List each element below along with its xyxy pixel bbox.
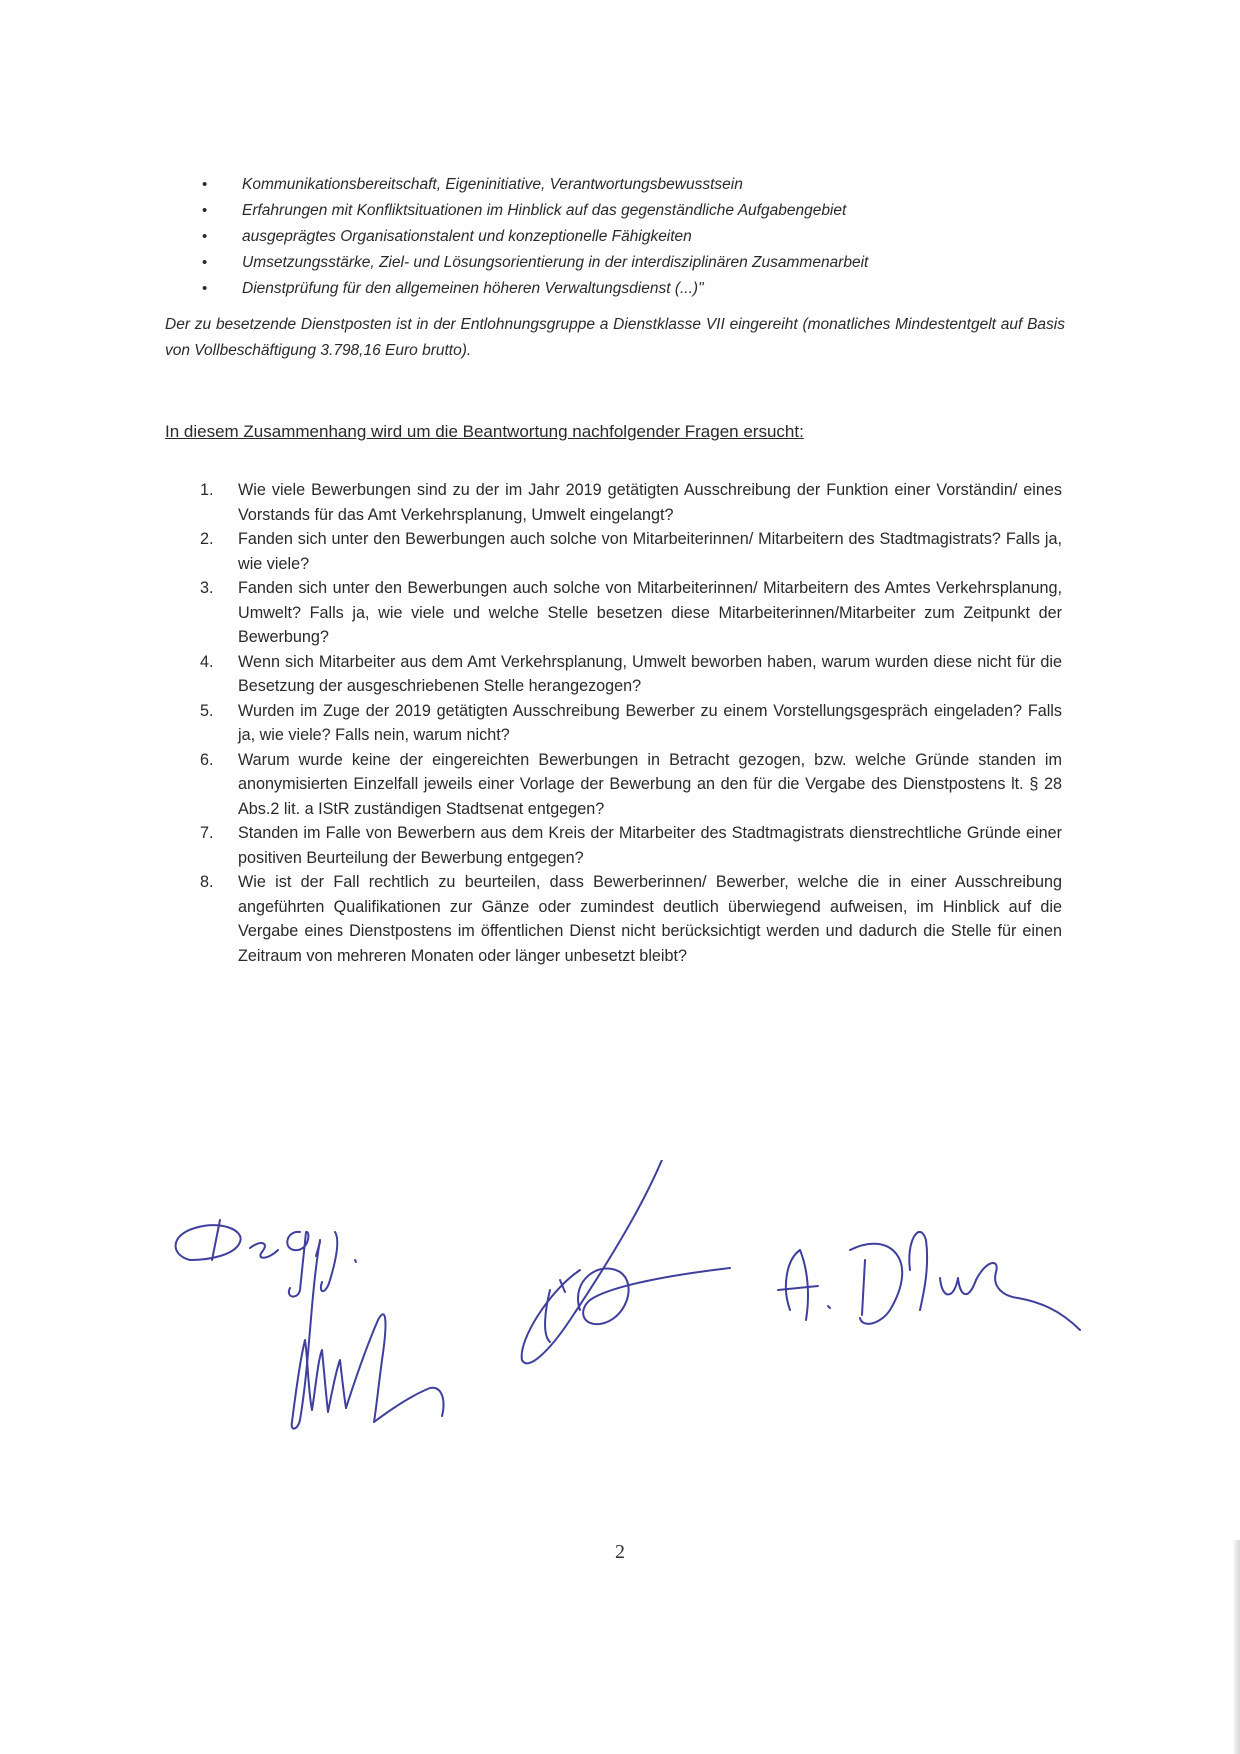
question-number: 8. [200, 873, 214, 891]
question-text: Wenn sich Mitarbeiter aus dem Amt Verkehrsplanung, Umwelt beworben haben, warum wurden diese nicht für die Besetzung der ausgeschriebenen Stelle herangezogen? [238, 652, 1062, 695]
question-text: Warum wurde keine der eingereichten Bewerbungen in Betracht gezogen, bzw. welche Gründe standen im anonymisierten Einzelfall jeweils einer Vorlage der Bewerbung an den für die Vergabe des Dienstpostens lt. § 28 Abs.2 lit. a IStR zuständigen Stadtsenat entgegen? [238, 750, 1062, 818]
question-number: 6. [200, 750, 214, 769]
signature-3 [522, 1160, 730, 1363]
signature-2 [292, 1240, 444, 1429]
list-item: • Dienstprüfung für den allgemeinen höheren Verwaltungsdienst (...)" [196, 276, 1076, 302]
question-number: 3. [200, 579, 214, 597]
list-item: • ausgeprägtes Organisationstalent und konzeptionelle Fähigkeiten [196, 224, 1076, 250]
list-item: • Umsetzungsstärke, Ziel- und Lösungsorientierung in der interdisziplinären Zusammenarbeit [196, 250, 1076, 276]
signatures-block [150, 1160, 1150, 1520]
question-item [196, 699, 1062, 748]
signature-1 [176, 1220, 356, 1297]
question-text: Fanden sich unter den Bewerbungen auch solche von Mitarbeiterinnen/ Mitarbeitern des Amtes Verkehrsplanung, Umwelt? Falls ja, wie viele und welche Stelle besetzen diese Mitarbeiterinnen/Mitarbeiter zum Zeitpunkt der Bewerbung? [238, 579, 1062, 646]
question-item [196, 748, 1062, 822]
question-number: 2. [200, 530, 214, 548]
question-text: Wie ist der Fall rechtlich zu beurteilen, dass Bewerberinnen/ Bewerber, welche die in einer Ausschreibung angeführten Qualifikationen zur Gänze oder zumindest deutlich überwiegend aufweisen, im Hinblick auf die Vergabe eines Dienstpostens im öffentlichen Dienst nicht berücksichtigt werden und dadurch die Stelle für einen Zeitraum von mehreren Monaten oder länger unbesetzt bleibt? [238, 873, 1062, 965]
question-item [196, 478, 1062, 527]
page-edge-shadow [1234, 1540, 1240, 1754]
list-item: • Kommunikationsbereitschaft, Eigeninitiative, Verantwortungsbewusstsein [196, 172, 1076, 198]
question-item [196, 870, 1062, 968]
question-number: 4. [200, 652, 214, 671]
signature-4 [778, 1232, 1080, 1330]
questions-intro: In diesem Zusammenhang wird um die Beantwortung nachfolgender Fragen ersucht: [165, 422, 804, 441]
question-item [196, 650, 1062, 699]
question-number: 7. [200, 824, 214, 842]
question-text: Wurden im Zuge der 2019 getätigten Ausschreibung Bewerber zu einem Vorstellungsgespräch eingeladen? Falls ja, wie viele? Falls nein, warum nicht? [238, 701, 1062, 744]
question-item [196, 576, 1062, 650]
question-text: Wie viele Bewerbungen sind zu der im Jahr 2019 getätigten Ausschreibung der Funktion einer Vorständin/ eines Vorstands für das Amt Verkehrsplanung, Umwelt eingelangt? [238, 481, 1062, 524]
question-text: Standen im Falle von Bewerbern aus dem Kreis der Mitarbeiter des Stadtmagistrats dienstrechtliche Gründe einer positiven Beurteilung der Bewerbung entgegen? [238, 824, 1062, 867]
question-item [196, 527, 1062, 576]
questions-list [196, 478, 1062, 968]
question-item [196, 821, 1062, 870]
page-number: 2 [615, 1541, 625, 1563]
question-text: Fanden sich unter den Bewerbungen auch solche von Mitarbeiterinnen/ Mitarbeitern des Stadtmagistrats? Falls ja, wie viele? [238, 530, 1062, 573]
requirements-list [196, 172, 1076, 302]
salary-note: Der zu besetzende Dienstposten ist in der Entlohnungsgruppe a Dienstklasse VII eingereiht (monatliches Mindestentgelt auf Basis von Vollbeschäftigung 3.798,16 Euro brutto). [165, 316, 1065, 359]
question-number: 5. [200, 701, 214, 720]
question-number: 1. [200, 481, 214, 499]
list-item: • Erfahrungen mit Konfliktsituationen im Hinblick auf das gegenständliche Aufgabengebiet [196, 198, 1076, 224]
